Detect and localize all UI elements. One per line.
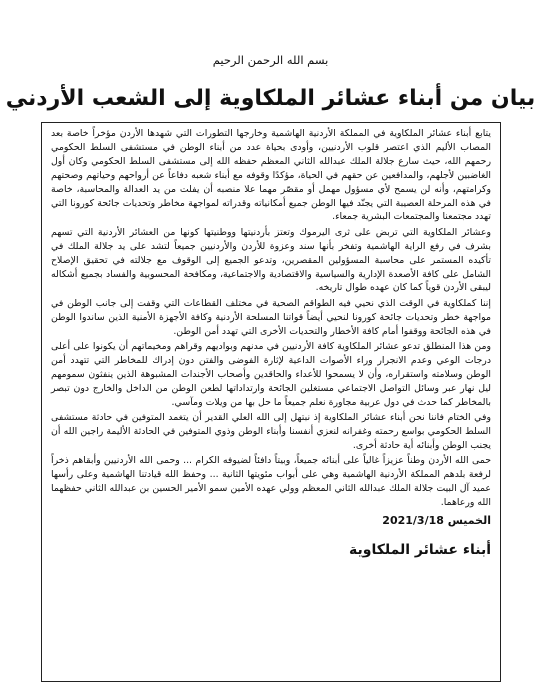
- paragraph-6: حمى الله الأردن وطناً عزيزاً غالياً على أبنائه جميعاً، وبيتاً دافئاً لضيوفه الكرام ... وحمى الله الأردنيين وأبقاهم ذخراً لرفعة بلدهم المملكة الأردنية الهاشمية وهي على أبواب مئويتها الثانية ... وحفظ الله قيادتنا الهاشمية وعلى رأسها عميد آل البيت جلالة الملك عبدالله الثاني المعظم وولي عهده الأمين سمو الأمير الحسين بن عبدالله الثاني حفظهما الله ورعاهما.: [51, 455, 491, 509]
- statement-body: [51, 127, 491, 510]
- paragraph-3: إننا كملكاوية في الوقت الذي نحيي فيه الطواقم الصحية في مختلف القطاعات التي وقفت إلى جانب الوطن في مواجهة خطر وتحديات جائحة كورونا لنحيي أيضاً قواتنا المسلحة الأردنية وكافة الأجهزة الأمنية الذين ساندوا الوطن في هذه الجائحة ووقفوا أمام كافة الأخطار والتحديات الأخرى التي تهدد أمن الوطن.: [51, 297, 491, 337]
- statement-title: بيان من أبناء عشائر الملكاوية إلى الشعب الأردني: [5, 86, 536, 111]
- paragraph-2: وعشائر الملكاوية التي تربض على ثرى اليرموك وتعتز بأردنيتها ووطنيتها كونها من العشائر الأردنية التي تسهم بشرف في رفع الراية الهاشمية وتفخر بأنها سند وعزوة للأردن والأردنيين جميعاً لتشد على يد جلالة الملك في تأكيده المستمر على محاسبة المسؤولين المقصرين، وتدعو الجميع إلى الوقوف مع جلالته في تحقيق الإصلاح الشامل على كافة الأصعدة الإدارية والسياسية والاقتصادية والاجتماعية، ومكافحة المحسوبية والفساد بجميع أشكاله ليبقى الأردن قوياً كما كان عهده طوال تاريخه.: [51, 226, 491, 294]
- paragraph-5: وفي الختام فاننا نحن أبناء عشائر الملكاوية إذ نبتهل إلى الله العلي القدير أن يتغمد المتوفين في حادثة مستشفى السلط الحكومي بواسع رحمته وغفرانه لنعزي أنفسنا وأبناء الوطن وذوي المتوفين في الحادثة الأليمة راجين الله أن يجنب الوطن وأبنائه أية حادثة أخرى.: [51, 412, 491, 451]
- paragraph-4: ومن هذا المنطلق تدعو عشائر الملكاوية كافة الأردنيين في مدنهم وبواديهم وقراهم ومخيماتهم أن يكونوا على أعلى درجات الوعي وعدم الانجرار وراء الأصوات الداعية لإثارة الفوضى والفتن دون إدراك للمخاطر التي تتهدد أمن الوطن وسلامته واستقراره، وأن لا يسمحوا للأعداء والحاقدين وأصحاب الأجندات المشبوهة الذين ينفثون سمومهم ليل نهار عبر وسائل التواصل الاجتماعي مستغلين الجائحة وارتداداتها لطعن الوطن من الداخل والخارج دون تبصر بالمخاطر كما حدث في دول عربية مجاورة نعلم جميعاً ما حل بها من ويلات ومآسي.: [51, 341, 491, 408]
- signature: أبناء عشائر الملكاوية: [349, 541, 491, 558]
- paragraph-1: يتابع أبناء عشائر الملكاوية في المملكة الأردنية الهاشمية وخارجها التطورات التي شهدها الأردن مؤخراً خاصة بعد المصاب الأليم الذي اعتصر قلوب الأردنيين، وأودى بحياة عدد من أبناء الوطن في مستشفى السلط الحكومي رحمهم الله، حيث سارع جلالة الملك عبدالله الثاني المعظم حفظه الله إلى مستشفى السلط الحكومي وكان أول الغاضبين لأجلهم، والمدافعين عن حقهم في الحياة، مؤكدًا وقوفه مع أبناء شعبه دفاعاً عن أرواحهم وحياتهم وصحتهم وكرامتهم، وأنه لن يسمح لأي مسؤول مهمل أو مقصّر مهما علا منصبه أن يفلت من يد العدالة والمحاسبة، خاصة في هذه المرحلة العصيبة التي يجنّد فيها الوطن جميع أمكانياته وقدراته لمواجهة مخاطر وتحديات جائحة كورونا التي تهدد مجتمعنا والمجتمعات البشرية جمعاء.: [51, 128, 491, 223]
- statement-date: الخميس 2021/3/18: [382, 513, 491, 527]
- statement-frame: [41, 122, 501, 682]
- basmala: بسم الله الرحمن الرحيم: [212, 53, 329, 67]
